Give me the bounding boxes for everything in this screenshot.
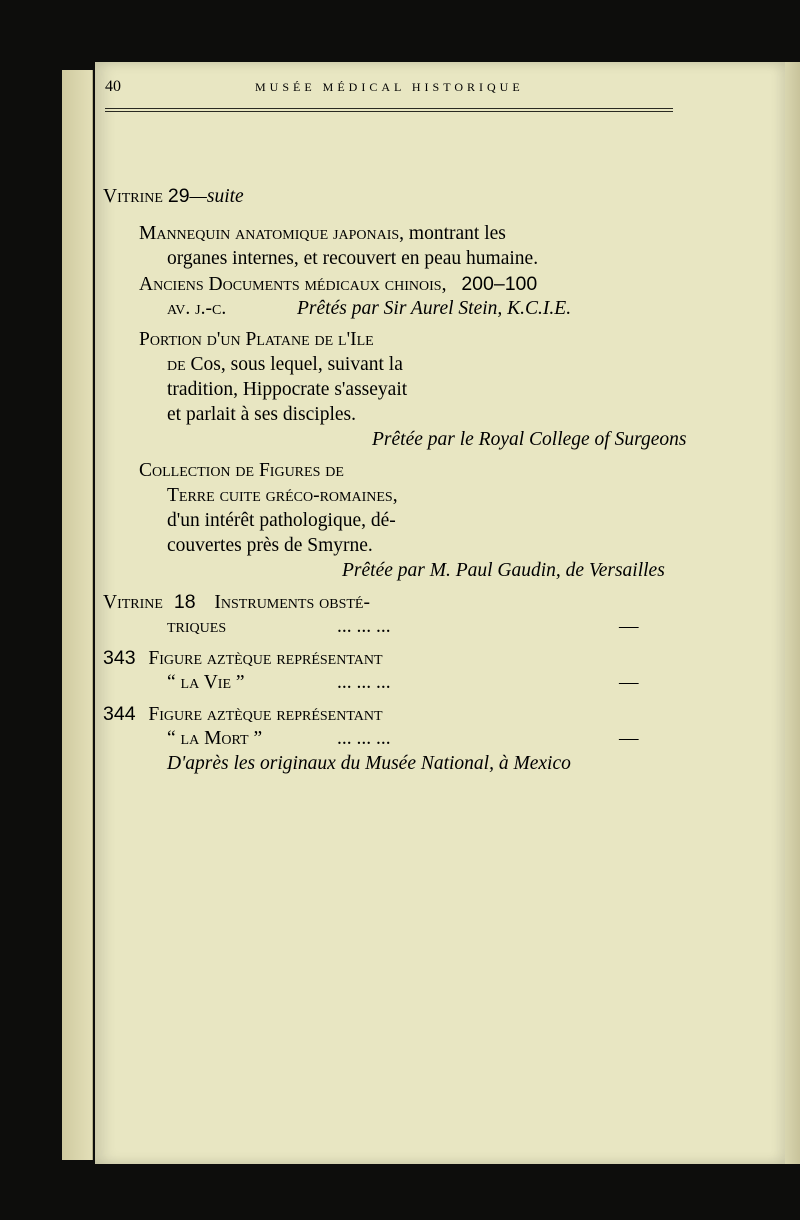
entry-mannequin-line2: organes internes, et recouvert en peau humaine. xyxy=(167,248,539,269)
item-343-dots: ... ... ... xyxy=(337,672,391,693)
item-344-dots: ... ... ... xyxy=(337,728,391,749)
final-credit: D'après les originaux du Musée National, à Mexico xyxy=(167,753,571,774)
entry-portion-line4: et parlait à ses disciples. xyxy=(167,404,356,425)
vitrine-29-heading: Vitrine 29—suite xyxy=(103,185,244,207)
vitrine-18-dots: ... ... ... xyxy=(337,616,391,637)
running-title: MUSÉE MÉDICAL HISTORIQUE xyxy=(255,80,524,94)
item-344-subtitle: “ la Mort ” xyxy=(167,728,263,749)
header-rule-double xyxy=(105,111,673,112)
entry-anciens-credit: Prêtés par Sir Aurel Stein, K.C.I.E. xyxy=(297,298,572,319)
item-344-dash: — xyxy=(619,728,639,749)
entry-collection-line3: d'un intérêt pathologique, dé- xyxy=(167,510,396,531)
entry-portion-credit: Prêtée par le Royal College of Surgeons xyxy=(372,429,687,450)
item-343-line1: 343 Figure aztèque représentant xyxy=(103,647,383,669)
header-rule xyxy=(105,108,673,109)
vitrine-18-line1: Vitrine 18 Instruments obsté- xyxy=(103,591,370,613)
page-stack-edge xyxy=(62,70,93,1160)
entry-collection-credit: Prêtée par M. Paul Gaudin, de Versailles xyxy=(342,560,665,581)
entry-collection-line4: couvertes près de Smyrne. xyxy=(167,535,373,556)
entry-anciens-line1: Anciens Documents médicaux chinois, 200–100 xyxy=(139,273,538,295)
entry-portion-line3: tradition, Hippocrate s'asseyait xyxy=(167,379,408,400)
vitrine-18-dash: — xyxy=(619,616,639,637)
entry-mannequin-line1: Mannequin anatomique japonais, montrant les xyxy=(139,223,506,244)
page-number: 40 xyxy=(105,78,121,95)
item-344-line1: 344 Figure aztèque représentant xyxy=(103,703,383,725)
item-343-subtitle: “ la Vie ” xyxy=(167,672,245,693)
entry-portion-line1: Portion d'un Platane de l'Ile xyxy=(139,329,374,350)
item-343-dash: — xyxy=(619,672,639,693)
entry-collection-line1: Collection de Figures de xyxy=(139,460,344,481)
page-header xyxy=(105,78,665,102)
entry-anciens-line2: av. j.-c. xyxy=(167,298,227,319)
right-page-edge xyxy=(785,62,800,1164)
entry-portion-line2: de Cos, sous lequel, suivant la xyxy=(167,354,403,375)
entry-collection-line2: Terre cuite gréco-romaines, xyxy=(167,485,398,506)
vitrine-18-line2: triques xyxy=(167,616,227,637)
